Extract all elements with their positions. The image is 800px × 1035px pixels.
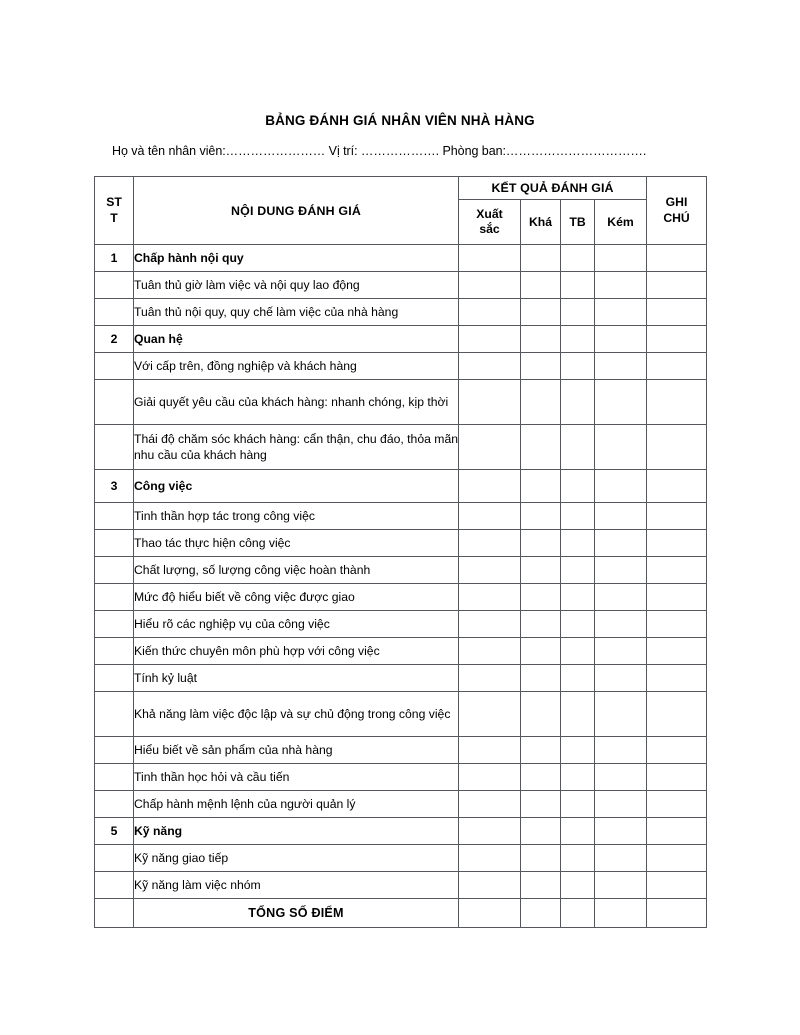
criterion-label: Kỹ năng làm việc nhóm: [134, 872, 459, 899]
score-cell-poor[interactable]: [595, 845, 647, 872]
table-row: [95, 530, 707, 557]
row-number: [95, 272, 134, 299]
score-cell-good[interactable]: [521, 272, 561, 299]
score-cell-average[interactable]: [561, 638, 595, 665]
score-cell-poor[interactable]: [595, 872, 647, 899]
score-cell-average[interactable]: [561, 818, 595, 845]
table-row: [95, 737, 707, 764]
score-cell-excellent[interactable]: [459, 380, 521, 425]
table-section-row: [95, 818, 707, 845]
score-cell-good[interactable]: [521, 299, 561, 326]
score-cell-excellent[interactable]: [459, 584, 521, 611]
score-cell-average[interactable]: [561, 245, 595, 272]
row-number: 2: [95, 326, 134, 353]
score-cell-average[interactable]: [561, 272, 595, 299]
row-number: [95, 557, 134, 584]
score-cell-poor[interactable]: [595, 584, 647, 611]
score-cell-poor[interactable]: [595, 530, 647, 557]
table-row: [95, 845, 707, 872]
score-cell-good[interactable]: [521, 818, 561, 845]
score-cell-average[interactable]: [561, 764, 595, 791]
score-cell-average[interactable]: [561, 845, 595, 872]
score-cell-poor[interactable]: [595, 791, 647, 818]
row-number: [95, 503, 134, 530]
score-cell-excellent[interactable]: [459, 872, 521, 899]
score-cell-good[interactable]: [521, 665, 561, 692]
table-row: [95, 380, 707, 425]
score-cell-excellent[interactable]: [459, 557, 521, 584]
score-cell-poor[interactable]: [595, 692, 647, 737]
score-cell-note[interactable]: [647, 557, 707, 584]
row-number: 5: [95, 818, 134, 845]
score-cell-good[interactable]: [521, 737, 561, 764]
score-cell-note[interactable]: [647, 353, 707, 380]
score-cell-note[interactable]: [647, 737, 707, 764]
score-cell-excellent[interactable]: [459, 638, 521, 665]
row-number: [95, 764, 134, 791]
score-cell-good[interactable]: [521, 470, 561, 503]
row-number: [95, 665, 134, 692]
evaluation-table-wrapper: [94, 176, 706, 928]
column-header-excellent-line2: sắc: [479, 222, 500, 236]
criterion-label: Tuân thủ giờ làm việc và nội quy lao động: [134, 272, 459, 299]
score-cell-good[interactable]: [521, 872, 561, 899]
evaluation-table: [94, 176, 707, 928]
total-score-label: TỔNG SỐ ĐIỂM: [134, 899, 459, 928]
score-cell-note[interactable]: [647, 425, 707, 470]
score-cell-note[interactable]: [647, 530, 707, 557]
score-cell-good[interactable]: [521, 764, 561, 791]
criterion-label: Mức độ hiểu biết về công việc được giao: [134, 584, 459, 611]
column-header-note-line2: CHÚ: [663, 210, 690, 225]
employee-info-line: Họ và tên nhân viên:…………………… Vị trí: ………………. Phòng ban:…………………………….: [112, 144, 647, 158]
column-header-excellent: [459, 200, 521, 245]
criterion-label: Tinh thần học hỏi và cầu tiến: [134, 764, 459, 791]
table-row: [95, 584, 707, 611]
score-cell-note[interactable]: [647, 299, 707, 326]
score-cell-excellent[interactable]: [459, 272, 521, 299]
score-cell-note[interactable]: [647, 326, 707, 353]
row-number: [95, 872, 134, 899]
score-cell-good[interactable]: [521, 692, 561, 737]
score-cell-note[interactable]: [647, 638, 707, 665]
table-row: [95, 791, 707, 818]
page-title: BẢNG ĐÁNH GIÁ NHÂN VIÊN NHÀ HÀNG: [265, 113, 535, 128]
score-cell-excellent[interactable]: [459, 737, 521, 764]
table-row: [95, 353, 707, 380]
score-cell-average[interactable]: [561, 737, 595, 764]
score-cell-average[interactable]: [561, 470, 595, 503]
score-cell-poor[interactable]: [595, 638, 647, 665]
total-cell-poor[interactable]: [595, 899, 647, 928]
score-cell-poor[interactable]: [595, 764, 647, 791]
column-header-average: TB: [561, 200, 595, 245]
score-cell-note[interactable]: [647, 380, 707, 425]
score-cell-excellent[interactable]: [459, 764, 521, 791]
score-cell-excellent[interactable]: [459, 470, 521, 503]
score-cell-note[interactable]: [647, 872, 707, 899]
score-cell-poor[interactable]: [595, 245, 647, 272]
score-cell-excellent[interactable]: [459, 425, 521, 470]
score-cell-good[interactable]: [521, 326, 561, 353]
score-cell-poor[interactable]: [595, 326, 647, 353]
score-cell-note[interactable]: [647, 503, 707, 530]
score-cell-average[interactable]: [561, 557, 595, 584]
score-cell-average[interactable]: [561, 353, 595, 380]
criterion-label: Khả năng làm việc độc lập và sự chủ động trong công việc: [134, 692, 459, 737]
score-cell-note[interactable]: [647, 764, 707, 791]
column-header-excellent-line1: Xuất: [476, 207, 503, 222]
table-header-row-1: [95, 177, 707, 200]
table-body: [95, 245, 707, 928]
row-number: [95, 530, 134, 557]
column-header-good: Khá: [521, 200, 561, 245]
score-cell-poor[interactable]: [595, 380, 647, 425]
criterion-label: Với cấp trên, đồng nghiệp và khách hàng: [134, 353, 459, 380]
score-cell-poor[interactable]: [595, 737, 647, 764]
score-cell-average[interactable]: [561, 611, 595, 638]
total-cell-good[interactable]: [521, 899, 561, 928]
row-number: [95, 791, 134, 818]
row-number: 3: [95, 470, 134, 503]
criterion-label: Hiểu rõ các nghiệp vụ của công việc: [134, 611, 459, 638]
score-cell-average[interactable]: [561, 692, 595, 737]
total-cell-excellent[interactable]: [459, 899, 521, 928]
score-cell-average[interactable]: [561, 872, 595, 899]
score-cell-excellent[interactable]: [459, 326, 521, 353]
score-cell-good[interactable]: [521, 638, 561, 665]
score-cell-excellent[interactable]: [459, 299, 521, 326]
row-number: [95, 737, 134, 764]
column-header-stt-line2: T: [110, 210, 118, 225]
criterion-label: Giải quyết yêu cầu của khách hàng: nhanh chóng, kịp thời: [134, 380, 459, 425]
column-header-result-group: KẾT QUẢ ĐÁNH GIÁ: [459, 177, 647, 200]
table-row: [95, 611, 707, 638]
column-header-note: [647, 177, 707, 245]
score-cell-average[interactable]: [561, 584, 595, 611]
score-cell-poor[interactable]: [595, 299, 647, 326]
table-row: [95, 299, 707, 326]
table-row: [95, 503, 707, 530]
score-cell-excellent[interactable]: [459, 791, 521, 818]
score-cell-poor[interactable]: [595, 470, 647, 503]
table-row: [95, 692, 707, 737]
score-cell-poor[interactable]: [595, 557, 647, 584]
table-row: [95, 638, 707, 665]
score-cell-note[interactable]: [647, 791, 707, 818]
score-cell-excellent[interactable]: [459, 692, 521, 737]
score-cell-good[interactable]: [521, 425, 561, 470]
score-cell-note[interactable]: [647, 245, 707, 272]
section-label: Quan hệ: [134, 326, 459, 353]
section-label: Công việc: [134, 470, 459, 503]
table-row: [95, 272, 707, 299]
score-cell-average[interactable]: [561, 380, 595, 425]
score-cell-poor[interactable]: [595, 425, 647, 470]
table-total-row: [95, 899, 707, 928]
score-cell-average[interactable]: [561, 503, 595, 530]
score-cell-excellent[interactable]: [459, 503, 521, 530]
score-cell-note[interactable]: [647, 665, 707, 692]
column-header-content: NỘI DUNG ĐÁNH GIÁ: [134, 177, 459, 245]
row-number: 1: [95, 245, 134, 272]
column-header-poor: Kém: [595, 200, 647, 245]
score-cell-good[interactable]: [521, 380, 561, 425]
table-row: [95, 425, 707, 470]
score-cell-note[interactable]: [647, 818, 707, 845]
criterion-label: Chất lượng, số lượng công việc hoàn thành: [134, 557, 459, 584]
score-cell-excellent[interactable]: [459, 665, 521, 692]
score-cell-excellent[interactable]: [459, 530, 521, 557]
criterion-label: Tính kỷ luật: [134, 665, 459, 692]
table-row: [95, 665, 707, 692]
score-cell-note[interactable]: [647, 584, 707, 611]
score-cell-note[interactable]: [647, 272, 707, 299]
total-row-number: [95, 899, 134, 928]
column-header-stt-line1: ST: [106, 195, 122, 210]
score-cell-average[interactable]: [561, 299, 595, 326]
score-cell-poor[interactable]: [595, 353, 647, 380]
column-header-note-line1: GHI: [665, 195, 688, 210]
total-cell-average[interactable]: [561, 899, 595, 928]
criterion-label: Hiểu biết về sản phẩm của nhà hàng: [134, 737, 459, 764]
score-cell-note[interactable]: [647, 611, 707, 638]
score-cell-excellent[interactable]: [459, 818, 521, 845]
criterion-label: Tinh thần hợp tác trong công việc: [134, 503, 459, 530]
score-cell-note[interactable]: [647, 692, 707, 737]
score-cell-good[interactable]: [521, 245, 561, 272]
score-cell-excellent[interactable]: [459, 845, 521, 872]
row-number: [95, 611, 134, 638]
score-cell-average[interactable]: [561, 326, 595, 353]
score-cell-good[interactable]: [521, 584, 561, 611]
column-header-stt: [95, 177, 134, 245]
score-cell-note[interactable]: [647, 845, 707, 872]
criterion-label: Tuân thủ nội quy, quy chế làm việc của nhà hàng: [134, 299, 459, 326]
score-cell-poor[interactable]: [595, 818, 647, 845]
row-number: [95, 380, 134, 425]
criterion-label: Kỹ năng giao tiếp: [134, 845, 459, 872]
score-cell-average[interactable]: [561, 791, 595, 818]
score-cell-good[interactable]: [521, 353, 561, 380]
criterion-label: Thao tác thực hiện công việc: [134, 530, 459, 557]
total-cell-note[interactable]: [647, 899, 707, 928]
table-section-row: [95, 470, 707, 503]
row-number: [95, 692, 134, 737]
table-row: [95, 872, 707, 899]
row-number: [95, 845, 134, 872]
score-cell-poor[interactable]: [595, 611, 647, 638]
criterion-label: Chấp hành mệnh lệnh của người quản lý: [134, 791, 459, 818]
score-cell-excellent[interactable]: [459, 611, 521, 638]
score-cell-good[interactable]: [521, 557, 561, 584]
row-number: [95, 638, 134, 665]
table-row: [95, 557, 707, 584]
row-number: [95, 425, 134, 470]
section-label: Kỹ năng: [134, 818, 459, 845]
row-number: [95, 299, 134, 326]
table-header: [95, 177, 707, 245]
row-number: [95, 353, 134, 380]
score-cell-good[interactable]: [521, 845, 561, 872]
table-section-row: [95, 326, 707, 353]
score-cell-average[interactable]: [561, 425, 595, 470]
score-cell-good[interactable]: [521, 611, 561, 638]
score-cell-note[interactable]: [647, 470, 707, 503]
row-number: [95, 584, 134, 611]
score-cell-poor[interactable]: [595, 503, 647, 530]
criterion-label: Kiến thức chuyên môn phù hợp với công việc: [134, 638, 459, 665]
score-cell-excellent[interactable]: [459, 245, 521, 272]
criterion-label: Thái độ chăm sóc khách hàng: cẩn thận, chu đáo, thỏa mãn nhu cầu của khách hàng: [134, 425, 459, 470]
score-cell-average[interactable]: [561, 530, 595, 557]
score-cell-good[interactable]: [521, 791, 561, 818]
table-section-row: [95, 245, 707, 272]
score-cell-good[interactable]: [521, 530, 561, 557]
section-label: Chấp hành nội quy: [134, 245, 459, 272]
table-row: [95, 764, 707, 791]
score-cell-excellent[interactable]: [459, 353, 521, 380]
score-cell-good[interactable]: [521, 503, 561, 530]
score-cell-average[interactable]: [561, 665, 595, 692]
score-cell-poor[interactable]: [595, 272, 647, 299]
score-cell-poor[interactable]: [595, 665, 647, 692]
